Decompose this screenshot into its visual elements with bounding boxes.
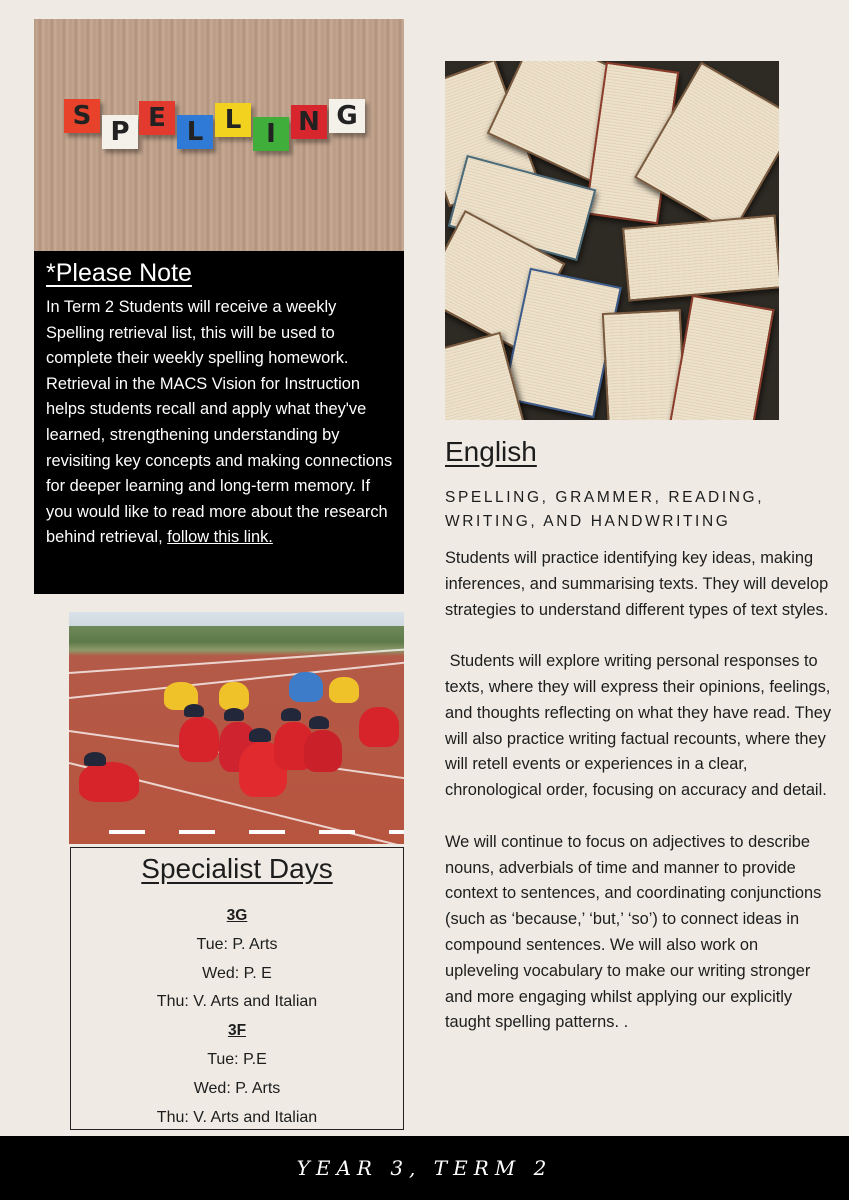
schedule-line: Thu: V. Arts and Italian bbox=[156, 1108, 318, 1126]
specialist-days-panel bbox=[70, 847, 404, 1130]
schedule-line: Tue: P. Arts bbox=[196, 935, 278, 953]
student-cap bbox=[84, 752, 106, 766]
track-lane-line bbox=[69, 647, 404, 674]
english-paragraph: We will continue to focus on adjectives to describe nouns, adverbials of time and manner to provide context to sentences, and coordinating conjunctions (such as ‘because,’ ‘but,’ ‘so’) to connect ideas in compound sentences. We will also work on upleveling vocabulary to make our writing stronger and more engaging whilst applying our explicitly taught spelling patterns. . bbox=[445, 832, 822, 1032]
open-books-image bbox=[445, 61, 779, 420]
letter-block: P bbox=[102, 115, 138, 149]
english-paragraph: Students will practice identifying key ideas, making inferences, and summarising texts. They will develop strategies to understand different types of text styles. bbox=[445, 549, 829, 619]
note-text bbox=[46, 295, 394, 551]
class-name: 3G bbox=[226, 907, 248, 924]
book-image-part bbox=[669, 295, 774, 420]
research-link[interactable]: follow this link. bbox=[167, 528, 273, 547]
english-heading: English bbox=[445, 436, 537, 467]
student-figure bbox=[329, 677, 359, 703]
student-figure bbox=[359, 707, 399, 747]
student-cap bbox=[224, 708, 244, 721]
english-body bbox=[445, 546, 835, 1062]
class-schedule-list bbox=[71, 902, 403, 1132]
note-title: *Please Note bbox=[46, 259, 192, 287]
student-figure bbox=[79, 762, 139, 802]
letter-block: L bbox=[215, 103, 251, 137]
student-cap bbox=[184, 704, 204, 717]
schedule-line: Tue: P.E bbox=[207, 1050, 267, 1068]
please-note-panel bbox=[34, 251, 404, 594]
letter-block: I bbox=[253, 117, 289, 151]
student-cap bbox=[249, 728, 271, 742]
student-figure bbox=[179, 717, 219, 762]
english-subtitle: SPELLING, GRAMMER, READING, WRITING, AND HANDWRITING bbox=[445, 489, 765, 530]
track-start-marks bbox=[109, 830, 404, 834]
student-cap bbox=[309, 716, 329, 729]
letter-block: N bbox=[291, 105, 327, 139]
letter-block: E bbox=[139, 101, 175, 135]
spelling-blocks-image bbox=[34, 19, 404, 251]
schedule-line: Thu: V. Arts and Italian bbox=[156, 993, 318, 1011]
footer-text: YEAR 3, TERM 2 bbox=[296, 1156, 553, 1180]
footer-bar bbox=[0, 1136, 849, 1200]
schedule-line: Wed: P. Arts bbox=[193, 1079, 281, 1097]
student-figure bbox=[289, 672, 323, 702]
class-name: 3F bbox=[227, 1022, 247, 1040]
schedule-line: Wed: P. E bbox=[202, 964, 272, 982]
student-figure bbox=[219, 682, 249, 710]
note-body: In Term 2 Students will receive a weekly Spelling retrieval list, this will be used to complete their weekly spelling homework. Retrieval in the MACS Vision for Instruction helps students recall and apply what they've learned, strengthening understanding by revisiting key concepts and making connections for deeper learning and long-term memory. If you would like to read more about the research behind retrieval, bbox=[46, 298, 393, 547]
student-figure bbox=[304, 730, 342, 772]
student-cap bbox=[281, 708, 301, 721]
book-image-part bbox=[622, 214, 779, 301]
letter-block: L bbox=[177, 115, 213, 149]
letter-block: S bbox=[64, 99, 100, 133]
english-paragraph: Students will explore writing personal responses to texts, where they will express their opinions, feelings, and thoughts reflecting on what they have read. They will also practice writing factual recounts, where they will retell events or experiences in a clear, chronological order, focusing on accuracy and detail. bbox=[445, 652, 836, 800]
students-on-track-photo bbox=[69, 612, 404, 844]
specialist-title: Specialist Days bbox=[141, 853, 333, 884]
letter-block: G bbox=[329, 99, 365, 133]
